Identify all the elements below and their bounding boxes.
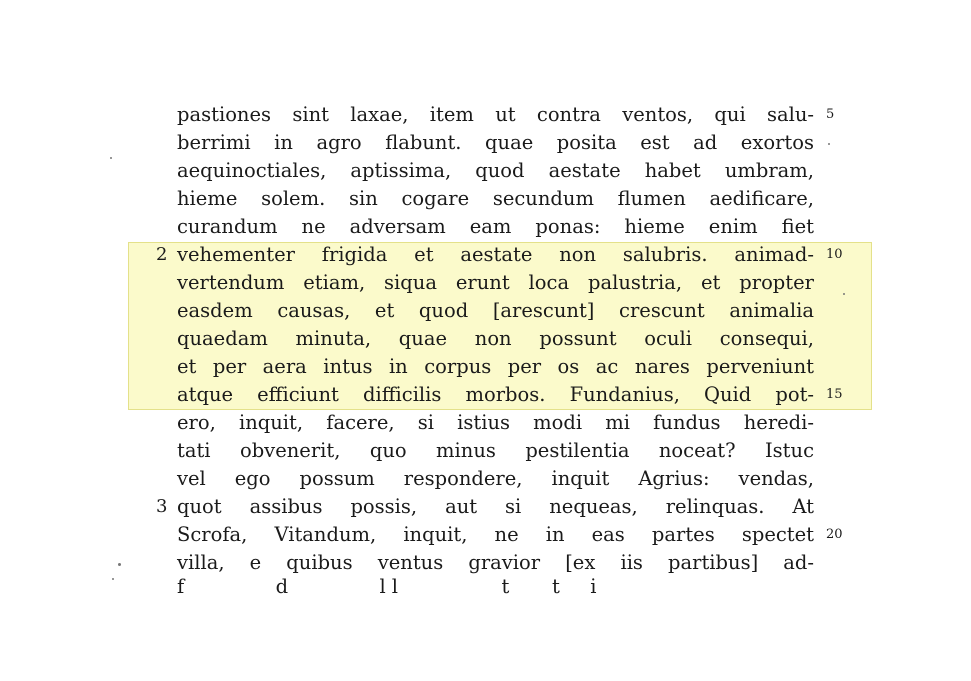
text-line: ero, inquit, facere, si istius modi mi fundus heredi- <box>177 411 814 434</box>
text-line: vel ego possum respondere, inquit Agrius: vendas, <box>177 467 814 490</box>
clipped-line-fragment: f d ll t t i <box>177 575 603 598</box>
text-line: easdem causas, et quod [arescunt] crescunt animalia <box>177 299 814 322</box>
line-number: 15 <box>826 387 843 402</box>
text-line: aequinoctiales, aptissima, quod aestate habet umbram, <box>177 159 814 182</box>
text-line: Scrofa, Vitandum, inquit, ne in eas partes spectet <box>177 523 814 546</box>
line-number: 10 <box>826 247 843 262</box>
scan-speck <box>843 293 845 295</box>
text-line: curandum ne adversam eam ponas: hieme enim fiet <box>177 215 814 238</box>
section-number: 2 <box>156 244 168 265</box>
scan-speck <box>110 157 112 159</box>
text-line: berrimi in agro flabunt. quae posita est ad exortos <box>177 131 814 154</box>
text-line: atque efficiunt difficilis morbos. Fundanius, Quid pot- <box>177 383 814 406</box>
line-number: 5 <box>826 107 835 122</box>
line-number: 20 <box>826 527 843 542</box>
text-line: et per aera intus in corpus per os ac nares perveniunt <box>177 355 814 378</box>
scan-speck <box>118 563 121 566</box>
section-number: 3 <box>156 496 168 517</box>
text-line: vertendum etiam, siqua erunt loca palustria, et propter <box>177 271 814 294</box>
text-line: villa, e quibus ventus gravior [ex iis partibus] ad- <box>177 551 814 574</box>
scan-speck <box>112 578 114 580</box>
text-line: tati obvenerit, quo minus pestilentia noceat? Istuc <box>177 439 814 462</box>
text-line: hieme solem. sin cogare secundum flumen aedificare, <box>177 187 814 210</box>
text-line: quaedam minuta, quae non possunt oculi consequi, <box>177 327 814 350</box>
scan-speck <box>828 143 830 145</box>
text-line: pastiones sint laxae, item ut contra ventos, qui salu- <box>177 103 814 126</box>
text-line: quot assibus possis, aut si nequeas, relinquas. At <box>177 495 814 518</box>
text-line: vehementer frigida et aestate non salubris. animad- <box>177 243 814 266</box>
